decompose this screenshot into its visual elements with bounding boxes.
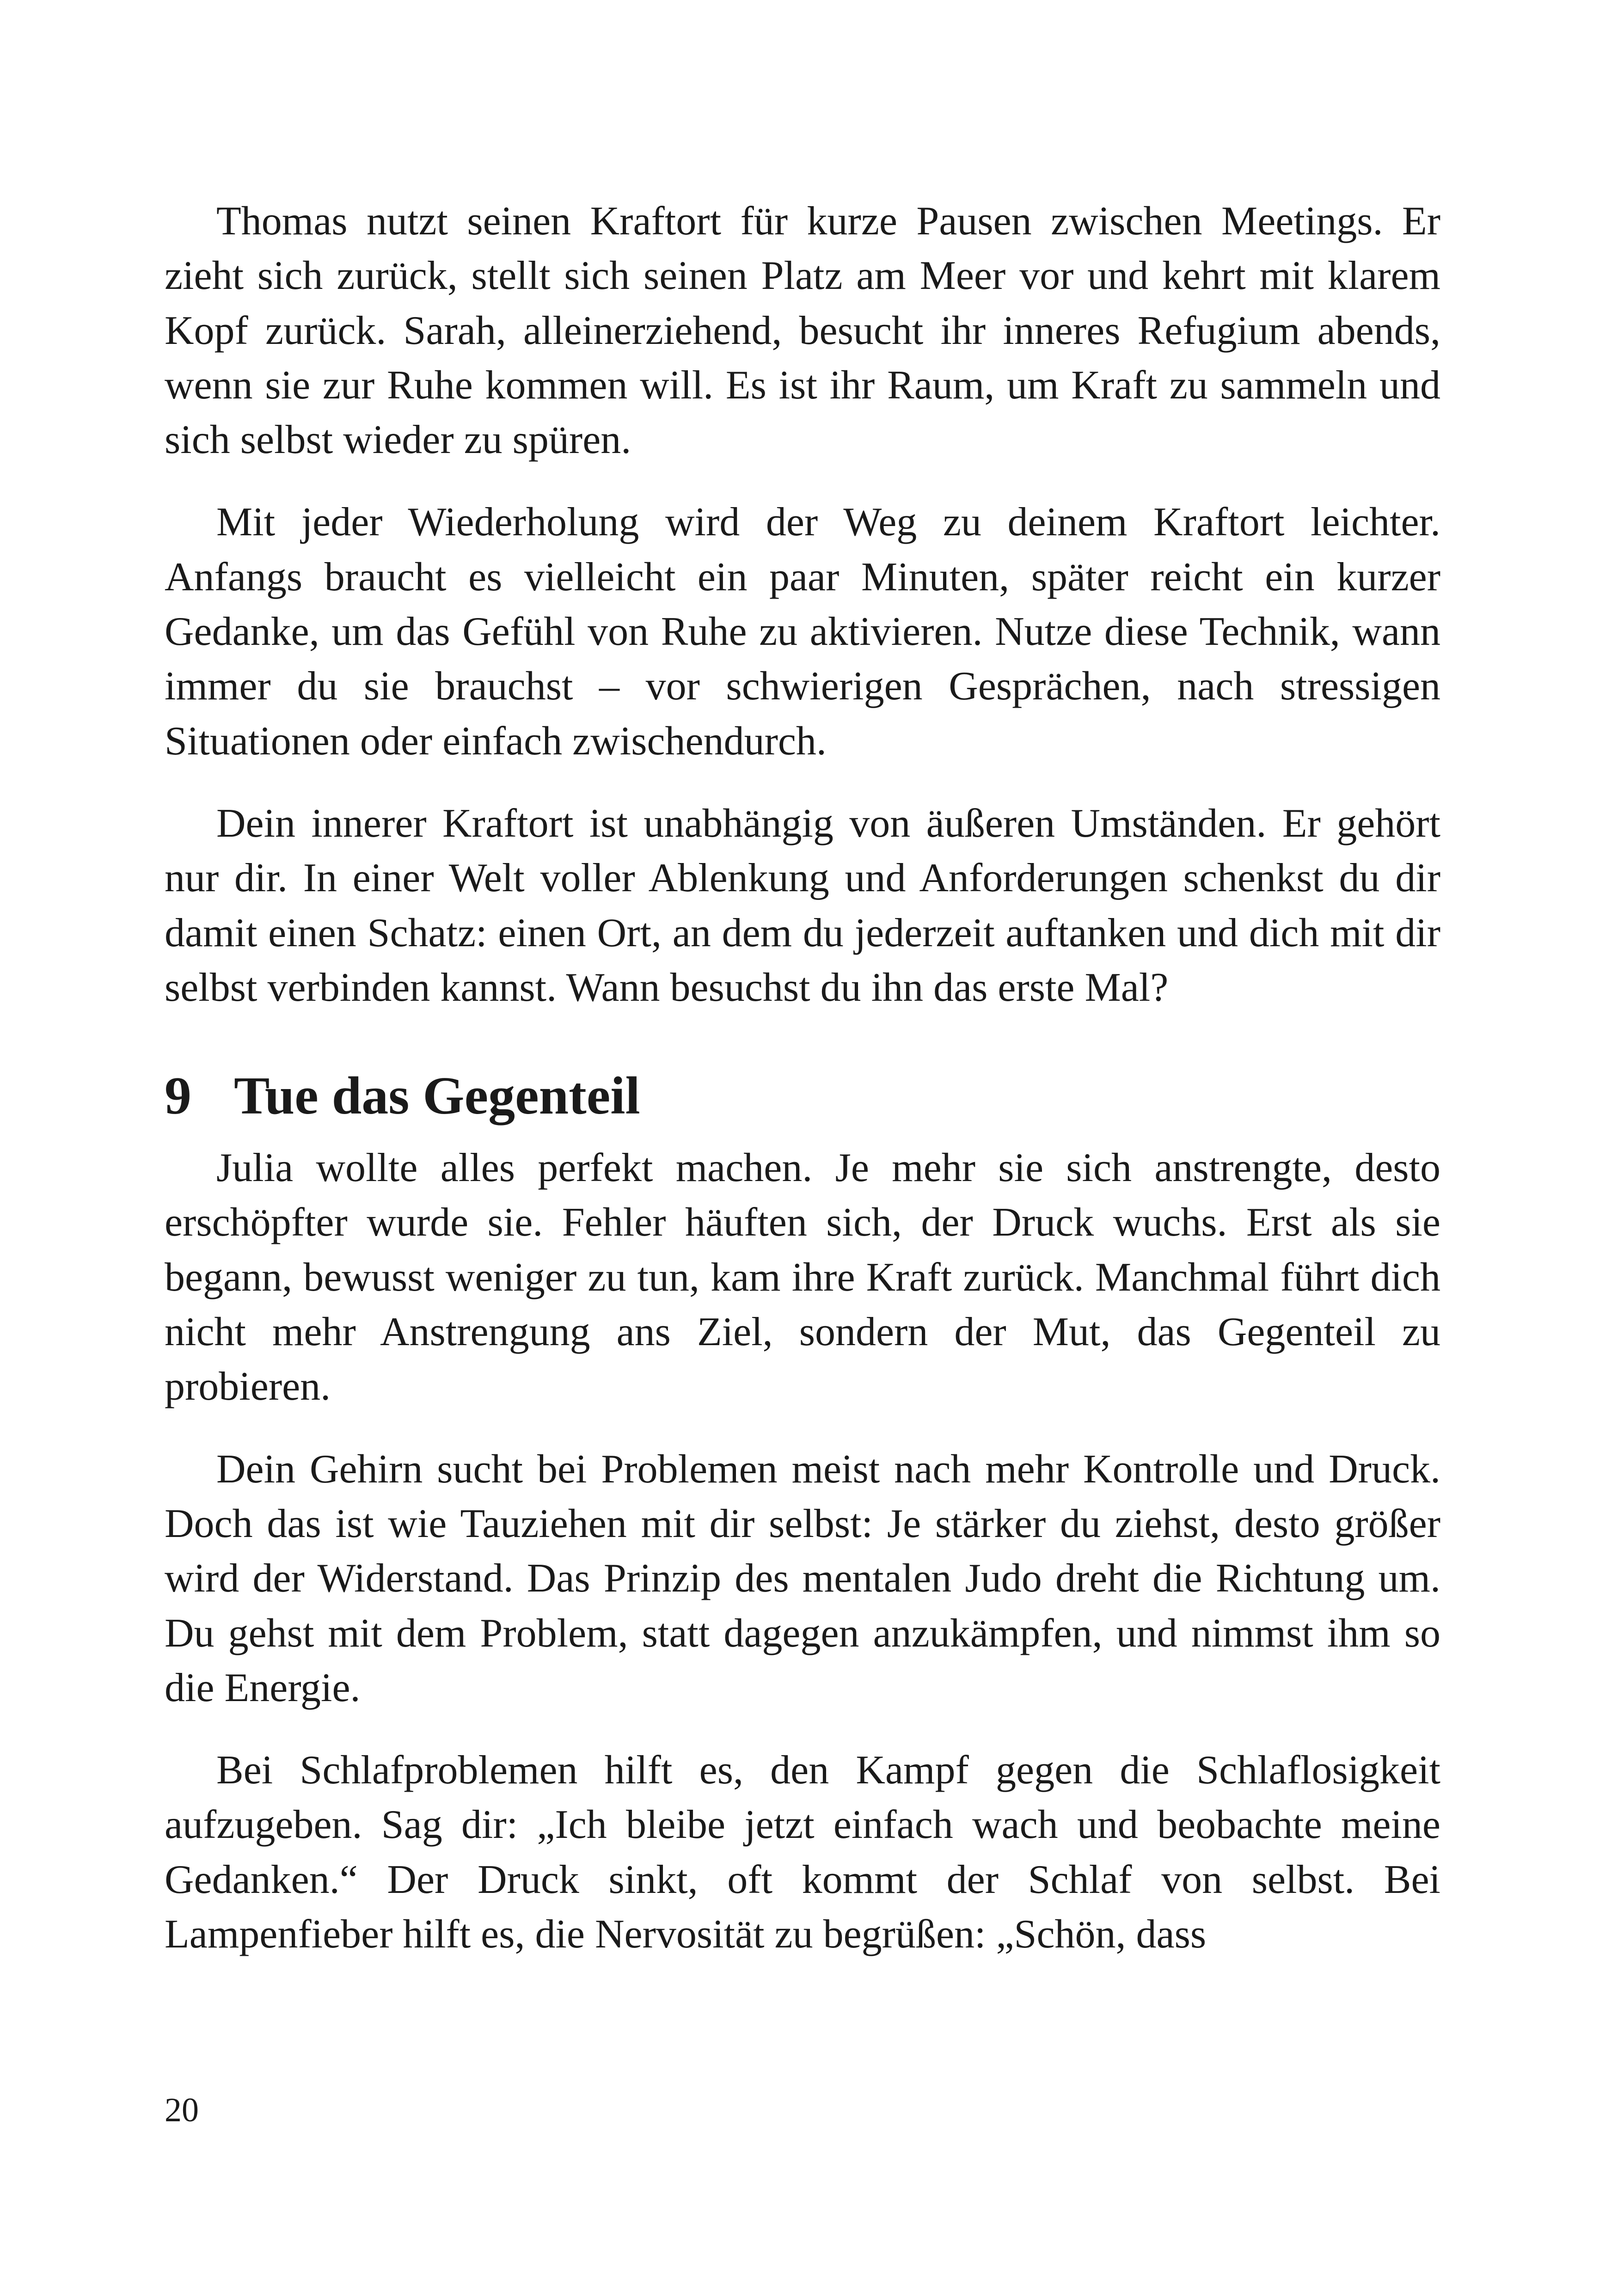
paragraph-julia: Julia wollte alles perfekt machen. Je mehr sie sich anstrengte, desto erschöpfter wurde sie. Fehler häuften sich, der Druck wuchs. Erst als sie begann, bewusst weniger zu tun, kam ihre Kraft zurück. Manchmal führt dich nicht mehr Anstrengung ans Ziel, sondern der Mut, das Gegenteil zu probieren.	[165, 1145, 1440, 1409]
paragraph-gehirn: Dein Gehirn sucht bei Problemen meist nach mehr Kontrolle und Druck. Doch das ist wie Tauziehen mit dir selbst: Je stärker du ziehst, desto größer wird der Widerstand. Das Prinzip des mentalen Judo dreht die Richtung um. Du gehst mit dem Problem, statt dagegen anzukämpfen, und nimmst ihm so die Energie.	[165, 1446, 1440, 1710]
paragraph-wiederholung: Mit jeder Wiederholung wird der Weg zu deinem Kraftort leichter. Anfangs braucht es vielleicht ein paar Minuten, später reicht ein kurzer Gedanke, um das Gefühl von Ruhe zu aktivieren. Nutze diese Technik, wann immer du sie brauchst – vor schwierigen Gesprächen, nach stressigen Situationen oder einfach zwischendurch.	[165, 500, 1440, 764]
paragraph-innerer-kraftort: Dein innerer Kraftort ist unabhängig von äußeren Umständen. Er gehört nur dir. In einer Welt voller Ablenkung und Anforderungen schenkst du dir damit einen Schatz: einen Ort, an dem du jederzeit auftanken und dich mit dir selbst verbinden kannst. Wann besuchst du ihn das erste Mal?	[165, 801, 1440, 1010]
paragraph-thomas-kraftort: Thomas nutzt seinen Kraftort für kurze Pausen zwischen Meetings. Er zieht sich zurück, stellt sich seinen Platz am Meer vor und kehrt mit klarem Kopf zurück. Sarah, alleinerziehend, besucht ihr inneres Refugium abends, wenn sie zur Ruhe kommen will. Es ist ihr Raum, um Kraft zu sammeln und sich selbst wieder zu spüren.	[165, 199, 1440, 463]
page-number: 20	[165, 2091, 199, 2129]
paragraph-schlafprobleme: Bei Schlafproblemen hilft es, den Kampf gegen die Schlaflosigkeit aufzugeben. Sag dir: „Ich bleibe jetzt einfach wach und beobachte meine Gedanken.“ Der Druck sinkt, oft kommt der Schlaf von selbst. Bei Lampenfieber hilft es, die Nervosität zu begrüßen: „Schön, dass	[165, 1748, 1440, 1957]
chapter-title: Tue das Gegenteil	[234, 1066, 640, 1126]
page-body	[165, 194, 1440, 1990]
chapter-heading	[165, 1061, 1440, 1131]
chapter-number: 9	[165, 1066, 191, 1126]
